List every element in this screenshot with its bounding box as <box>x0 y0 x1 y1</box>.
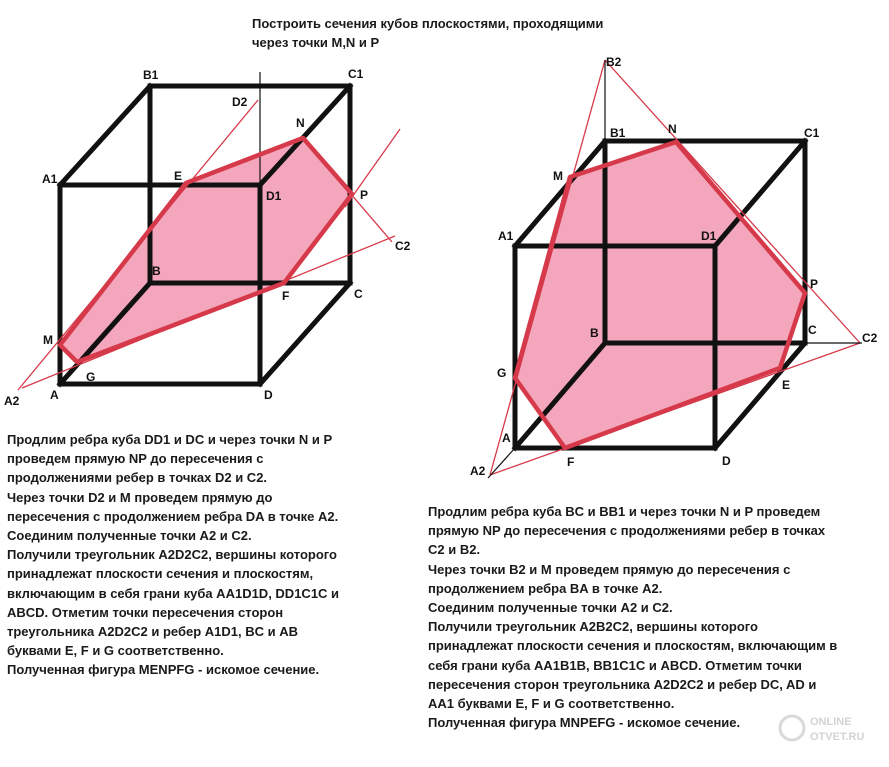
label-B1: B1 <box>610 126 626 140</box>
edge-C1-D1 <box>715 141 805 246</box>
label-N: N <box>296 116 305 130</box>
label-A2: A2 <box>4 394 20 408</box>
text-line: буквами E, F и G соответственно. <box>7 643 224 659</box>
label-E: E <box>782 378 791 392</box>
label-C1: C1 <box>348 67 364 81</box>
right-section-polygon <box>515 142 805 448</box>
text-line: ABCD. Отметим точки пересечения сторон <box>7 604 284 620</box>
label-B2: B2 <box>606 55 622 69</box>
text-line: C2 и B2. <box>428 542 481 558</box>
text-line: Соединим полученные точки A2 и C2. <box>7 528 252 544</box>
label-F: F <box>567 455 575 469</box>
label-D: D <box>722 454 731 468</box>
text-line: прямую NP до пересечения с продолжениями ребер в точках <box>428 523 826 539</box>
text-line: принадлежат плоскости сечения и плоскостям, включающим в <box>428 638 838 654</box>
right-cube-diagram <box>470 55 878 478</box>
text-line: Через точки B2 и M проведем прямую до пересечения с <box>428 561 791 577</box>
text-line: принадлежат плоскости сечения и плоскостям, <box>7 566 314 582</box>
text-line: Соединим полученные точки A2 и C2. <box>428 600 673 616</box>
edge-D-C <box>260 283 350 384</box>
label-C2: C2 <box>395 239 411 253</box>
label-E: E <box>174 169 183 183</box>
watermark-line: OTVET.RU <box>810 731 865 743</box>
text-line: продолжением ребра BA в точке A2. <box>428 580 663 596</box>
text-line: продолжениями ребер в точках D2 и C2. <box>7 470 268 486</box>
text-line: AA1 буквами E, F и G соответственно. <box>428 696 675 712</box>
label-D1: D1 <box>266 189 282 203</box>
label-N: N <box>668 122 677 136</box>
label-B: B <box>152 264 161 278</box>
text-line: Полученная фигура MENPFG - искомое сечение. <box>7 662 320 678</box>
text-line: включающим в себя грани куба AA1D1D, DD1C1C и <box>7 585 340 601</box>
label-C: C <box>354 287 363 301</box>
label-C: C <box>808 323 817 337</box>
label-C1: C1 <box>804 126 820 140</box>
text-line: Полученная фигура MNPEFG - искомое сечение. <box>428 715 741 731</box>
label-A1: A1 <box>42 172 58 186</box>
text-line: треугольника A2D2C2 и ребер A1D1, BC и AB <box>7 624 299 640</box>
label-A: A <box>502 431 511 445</box>
text-line: Продлим ребра куба DD1 и DC и через точки N и P <box>7 432 333 447</box>
label-G: G <box>497 366 507 380</box>
label-B1: B1 <box>143 68 159 82</box>
text-line: Продлим ребра куба BC и BB1 и через точки N и P проведем <box>428 504 821 519</box>
text-line: проведем прямую NP до пересечения с <box>7 451 264 467</box>
text-line: Получили треугольник A2B2C2, вершины которого <box>428 619 758 635</box>
label-P: P <box>810 277 819 291</box>
label-F: F <box>282 289 290 303</box>
text-line: Через точки D2 и M проведем прямую до <box>7 489 273 505</box>
right-explanation <box>428 502 837 732</box>
label-D2: D2 <box>232 95 248 109</box>
label-M: M <box>553 169 563 183</box>
text-line: Получили треугольник A2D2C2, вершины которого <box>7 547 337 563</box>
label-G: G <box>86 370 96 384</box>
text-line: пересечения сторон треугольника A2D2C2 и ребер DC, AD и <box>428 676 817 692</box>
label-D1: D1 <box>701 229 717 243</box>
label-B: B <box>590 326 599 340</box>
title-line: через точки M,N и P <box>252 35 380 50</box>
label-P: P <box>360 188 369 202</box>
label-A: A <box>50 388 59 402</box>
line-B-A2-extension <box>488 448 515 478</box>
edge-A1-B1 <box>60 86 150 185</box>
title-line: Построить сечения кубов плоскостями, проходящими <box>252 16 604 31</box>
label-A2: A2 <box>470 464 486 478</box>
label-A1: A1 <box>498 229 514 243</box>
label-M: M <box>43 333 53 347</box>
label-D: D <box>264 388 273 402</box>
text-line: пересечения с продолжением ребра DA в точке A2. <box>7 508 339 524</box>
left-explanation <box>7 430 339 680</box>
label-C2: C2 <box>862 331 878 345</box>
left-cube-diagram <box>4 67 411 408</box>
watermark-line: ONLINE <box>810 716 852 728</box>
text-line: себя грани куба AA1B1B, BB1C1C и ABCD. Отметим точки <box>428 657 802 673</box>
